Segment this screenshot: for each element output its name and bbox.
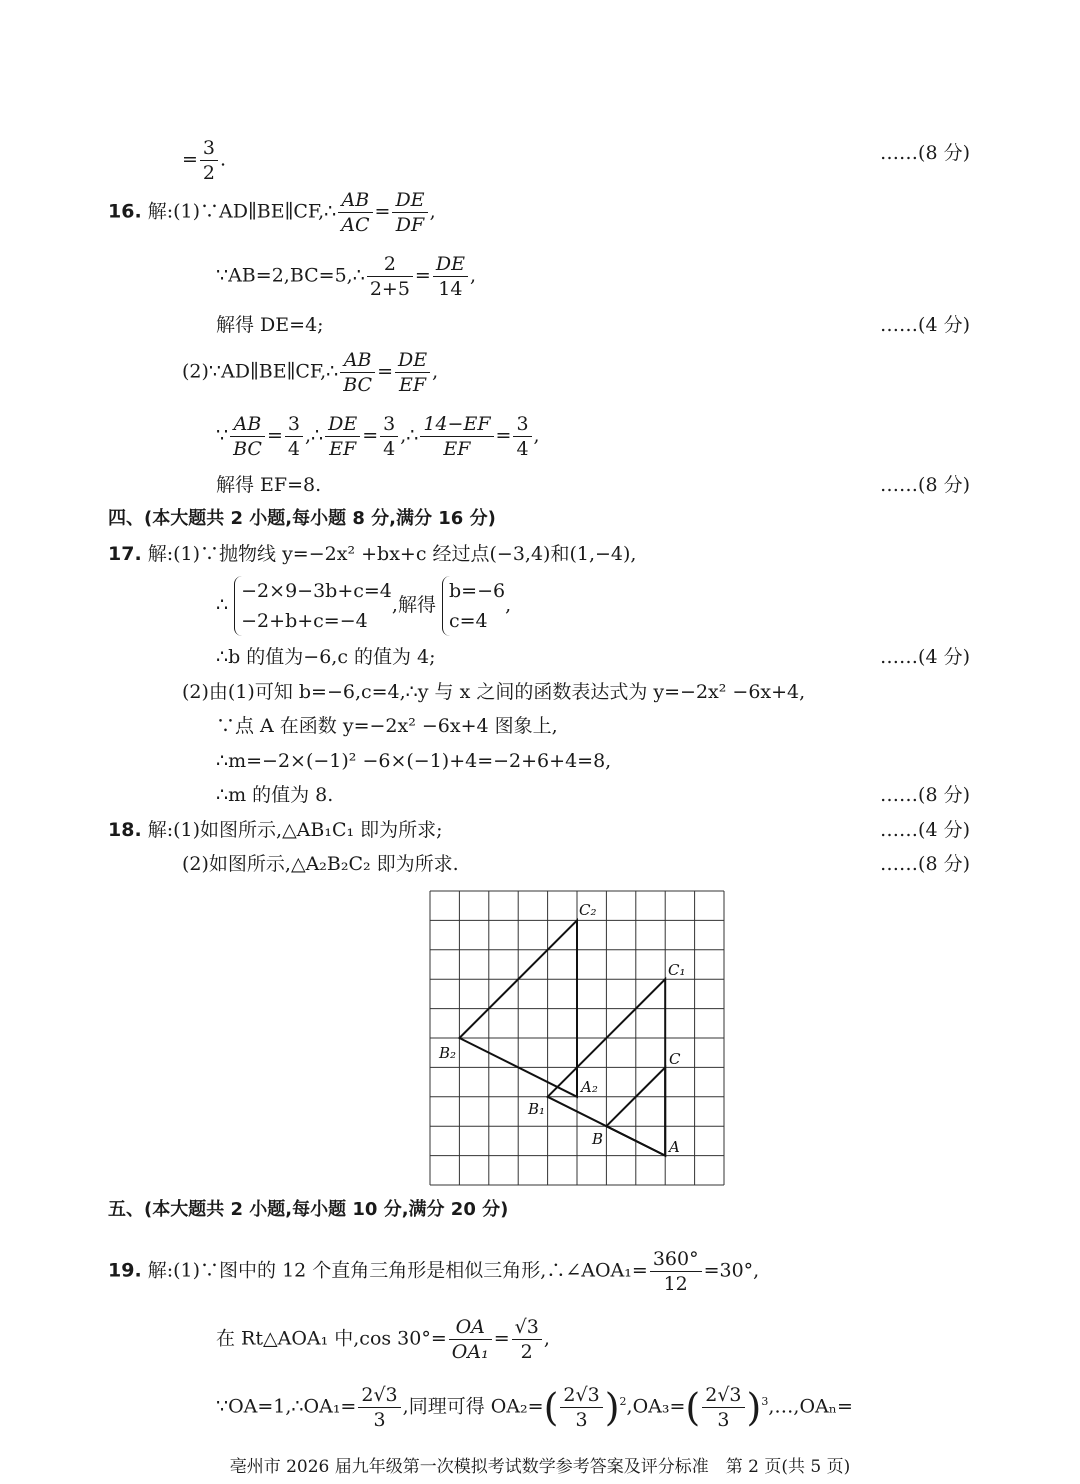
score-label: ……(8 分)	[880, 853, 970, 875]
denominator: 2	[202, 162, 216, 184]
section-heading-5: 五、(本大题共 2 小题,每小题 10 分,满分 20 分)	[108, 1199, 509, 1220]
q16-line-4: (2)∵AD∥BE∥CF,∴ $\frac{AB}{BC}$ = $\frac{DE}{EF}$ ,	[182, 349, 439, 396]
q17-system: ∴ −2×9−3b+c=4 −2+b+c=−4 ,解得 b=−6 c=4 ,	[216, 576, 511, 636]
q17-line-5: ∵点 A 在函数 y=−2x² −6x+4 图象上,	[216, 715, 558, 737]
q17-line-1: 17. 解:(1)∵抛物线 y=−2x² +bx+c 经过点(−3,4)和(1,−4),	[108, 543, 637, 565]
q16-line-2: ∵AB=2,BC=5,∴ $\frac{2}{2+5}$ = $\frac{DE}{14}$ ,	[216, 253, 476, 300]
question-number: 19.	[108, 1259, 142, 1282]
q16-line-1: 16. 解:(1)∵AD∥BE∥CF,∴ $\frac{AB}{AC}$ = $\frac{DE}{DF}$ ,	[108, 189, 436, 236]
label-B2: B₂	[439, 1044, 457, 1062]
q16-line-6: 解得 EF=8.	[216, 474, 322, 496]
label-B1: B₁	[528, 1100, 546, 1118]
label-A2: A₂	[581, 1078, 598, 1096]
label-B: B	[592, 1130, 604, 1148]
score-label: ……(4 分)	[880, 646, 970, 668]
prev-answer-line: = $\frac{3}{2}$ .	[182, 137, 227, 184]
numerator: 3	[200, 136, 218, 161]
q19-line-2: 在 Rt△AOA₁ 中,cos 30°= $\frac{OA}{\text{OA₁}}$ = $\frac{√3}{2}$ ,	[216, 1316, 550, 1363]
score-label: ……(4 分)	[880, 314, 970, 336]
equals-sign: =	[182, 148, 198, 171]
q17-line-6: ∴m=−2×(−1)² −6×(−1)+4=−2+6+4=8,	[216, 750, 612, 772]
grid-figure	[428, 889, 728, 1189]
q19-line-3: ∵OA=1,∴OA₁= $\frac{2√3}{3}$ ,同理可得 OA₂=( $\frac{2√3}{3}$ )$^2$,OA₃=( $\frac{2√3}{3}$ )$^3$,…,OAₙ=	[216, 1384, 853, 1431]
q16-line-5: ∵ $\frac{AB}{BC}$ = $\frac{3}{4}$ ,∴ $\frac{DE}{EF}$ = $\frac{3}{4}$ ,∴ $\frac{14-EF}{EF}$ = $\frac{3}{4}$ ,	[216, 413, 540, 460]
page-footer: 亳州市 2026 届九年级第一次模拟考试数学参考答案及评分标准 第 2 页(共 5 页)	[229, 1457, 851, 1477]
q18-line-2: (2)如图所示,△A₂B₂C₂ 即为所求.	[182, 853, 459, 875]
label-C: C	[669, 1050, 681, 1068]
label-C1: C₁	[668, 961, 686, 979]
question-number: 17.	[108, 543, 142, 565]
equation-system: −2×9−3b+c=4 −2+b+c=−4	[234, 576, 392, 636]
score-label: ……(8 分)	[880, 784, 970, 806]
label-C2: C₂	[579, 901, 597, 919]
fraction-3-2	[200, 136, 218, 185]
section-heading-4: 四、(本大题共 2 小题,每小题 8 分,满分 16 分)	[108, 508, 496, 529]
q17-line-7: ∴m 的值为 8.	[216, 784, 334, 806]
score-label: ……(4 分)	[880, 819, 970, 841]
q17-line-3: ∴b 的值为−6,c 的值为 4;	[216, 646, 436, 668]
score-label: ……(8 分)	[880, 142, 970, 164]
q17-line-4: (2)由(1)可知 b=−6,c=4,∴y 与 x 之间的函数表达式为 y=−2x² −6x+4,	[182, 681, 806, 703]
q19-line-1: 19. 解:(1)∵图中的 12 个直角三角形是相似三角形,∴∠AOA₁= $\frac{360^\circ}{12}$ =30°,	[108, 1248, 760, 1295]
q16-line-3: 解得 DE=4;	[216, 314, 324, 336]
q18-line-1: 18. 解:(1)如图所示,△AB₁C₁ 即为所求;	[108, 819, 443, 841]
solution-system: b=−6 c=4	[442, 576, 505, 636]
question-number: 18.	[108, 819, 142, 841]
question-number: 16.	[108, 200, 142, 223]
score-label: ……(8 分)	[880, 474, 970, 496]
label-A: A	[669, 1138, 680, 1156]
